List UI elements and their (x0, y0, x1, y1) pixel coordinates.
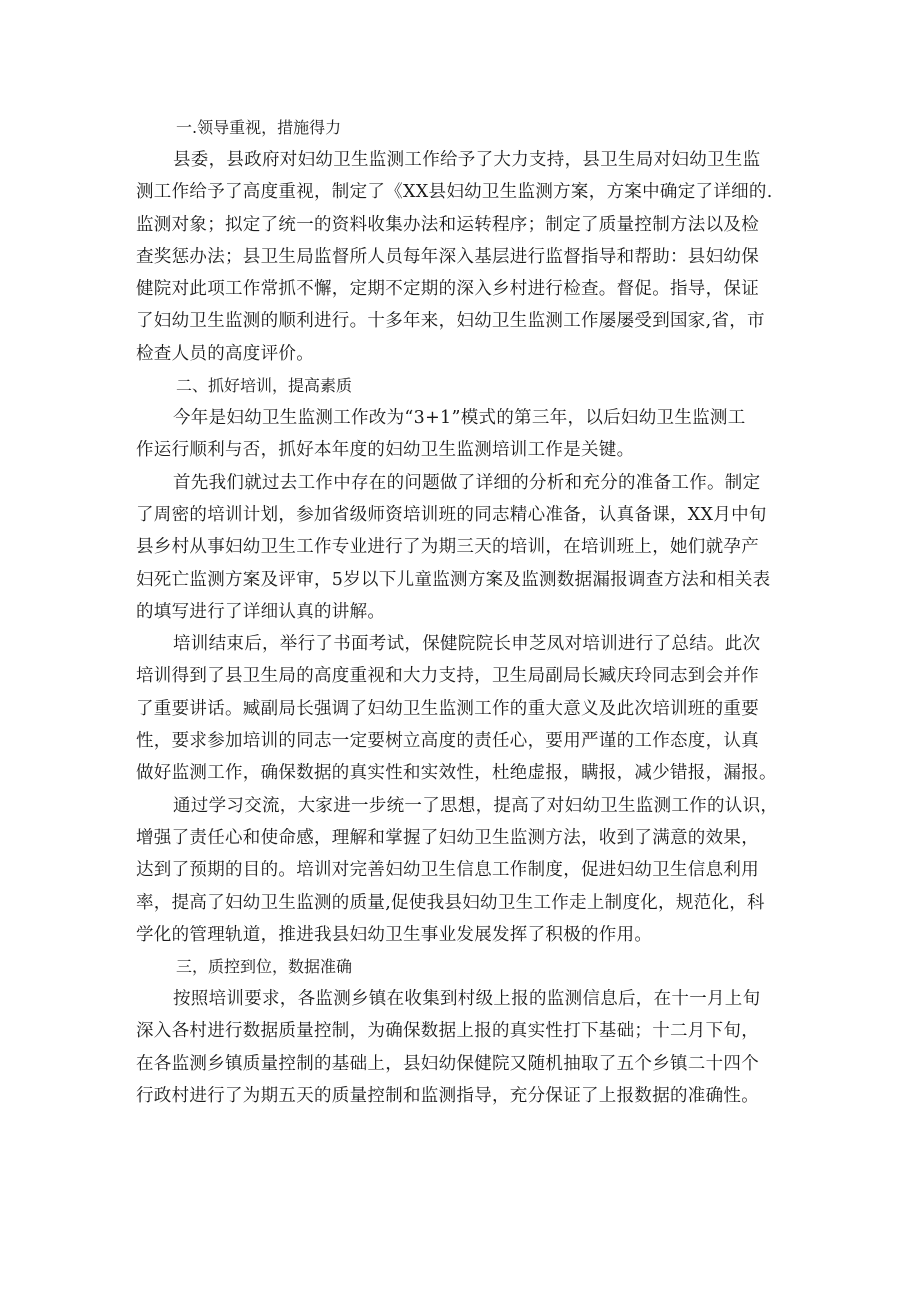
paragraph-line: 按照培训要求，各监测乡镇在收集到村级上报的监测信息后，在十一月上旬 (173, 989, 761, 1010)
section-heading-2: 二、抓好培训，提高素质 (176, 376, 353, 396)
paragraph-line: 妇死亡监测方案及评审，5岁以下儿童监测方案及监测数据漏报调查方法和相关表 (136, 569, 771, 590)
paragraph-line: 首先我们就过去工作中存在的问题做了详细的分析和充分的准备工作。制定 (173, 472, 761, 493)
paragraph-line: 的填写进行了详细认真的讲解。 (136, 601, 386, 622)
paragraph-1 (136, 144, 796, 370)
paragraph-line: 培训结束后，举行了书面考试，保健院院长申芝凤对培训进行了总结。此次 (173, 634, 761, 655)
paragraph-3 (136, 467, 796, 628)
paragraph-line: 通过学习交流，大家进一步统一了思想，提高了对妇幼卫生监测工作的认识， (173, 795, 779, 816)
paragraph-line: 培训得到了县卫生局的高度重视和大力支持，卫生局副局长臧庆玲同志到会并作 (136, 666, 759, 687)
section-heading-1: 一.领导重视，措施得力 (176, 118, 342, 137)
paragraph-line: 增强了责任心和使命感，理解和掌握了妇幼卫生监测方法，收到了满意的效果， (136, 827, 759, 848)
paragraph-line: 了妇幼卫生监测的顺利进行。十多年来，妇幼卫生监测工作屡屡受到国家,省，市 (136, 311, 765, 332)
paragraph-line: 了重要讲话。臧副局长强调了妇幼卫生监测工作的重大意义及此次培训班的重要 (136, 698, 759, 719)
paragraph-line: 了周密的培训计划，参加省级师资培训班的同志精心准备，认真备课，XX月中旬 (136, 504, 767, 525)
paragraph-line: 做好监测工作，确保数据的真实性和实效性，杜绝虚报，瞒报，减少错报，漏报。 (136, 763, 777, 784)
paragraph-line: 深入各村进行数据质量控制，为确保数据上报的真实性打下基础；十二月下旬， (136, 1021, 759, 1042)
paragraph-line: 健院对此项工作常抓不懈，定期不定期的深入乡村进行检查。督促。指导，保证 (136, 279, 759, 300)
paragraph-line: 在各监测乡镇质量控制的基础上，县妇幼保健院又随机抽取了五个乡镇二十四个 (136, 1053, 759, 1074)
paragraph-line: 测工作给予了高度重视，制定了《XX县妇幼卫生监测方案，方案中确定了详细的. (136, 182, 773, 203)
document-page (136, 112, 796, 1112)
paragraph-line: 作运行顺利与否，抓好本年度的妇幼卫生监测培训工作是关键。 (136, 440, 635, 461)
paragraph-line: 学化的管理轨道，推进我县妇幼卫生事业发展发挥了积极的作用。 (136, 924, 653, 945)
paragraph-line: 查奖惩办法；县卫生局监督所人员每年深入基层进行监督指导和帮助：县妇幼保 (136, 246, 759, 267)
paragraph-6 (136, 983, 796, 1112)
paragraph-line: 性，要求参加培训的同志一定要树立高度的责任心，要用严谨的工作态度，认真 (136, 731, 759, 752)
paragraph-line: 今年是妇幼卫生监测工作改为“3+1”模式的第三年，以后妇幼卫生监测工 (173, 408, 746, 429)
paragraph-5 (136, 790, 796, 951)
paragraph-line: 检查人员的高度评价。 (136, 343, 314, 364)
paragraph-line: 率，提高了妇幼卫生监测的质量,促使我县妇幼卫生工作走上制度化，规范化，科 (136, 892, 765, 913)
paragraph-4 (136, 628, 796, 789)
paragraph-line: 监测对象；拟定了统一的资料收集办法和运转程序；制定了质量控制方法以及检 (136, 214, 759, 235)
paragraph-line: 县委，县政府对妇幼卫生监测工作给予了大力支持，县卫生局对妇幼卫生监 (173, 150, 761, 170)
paragraph-2 (136, 402, 796, 467)
section-heading-3: 三，质控到位，数据准确 (176, 957, 353, 977)
paragraph-line: 达到了预期的目的。培训对完善妇幼卫生信息工作制度，促进妇幼卫生信息利用 (136, 860, 759, 881)
paragraph-line: 县乡村从事妇幼卫生工作专业进行了为期三天的培训，在培训班上，她们就孕产 (136, 537, 759, 558)
paragraph-line: 行政村进行了为期五天的质量控制和监测指导，充分保证了上报数据的准确性。 (136, 1086, 759, 1107)
